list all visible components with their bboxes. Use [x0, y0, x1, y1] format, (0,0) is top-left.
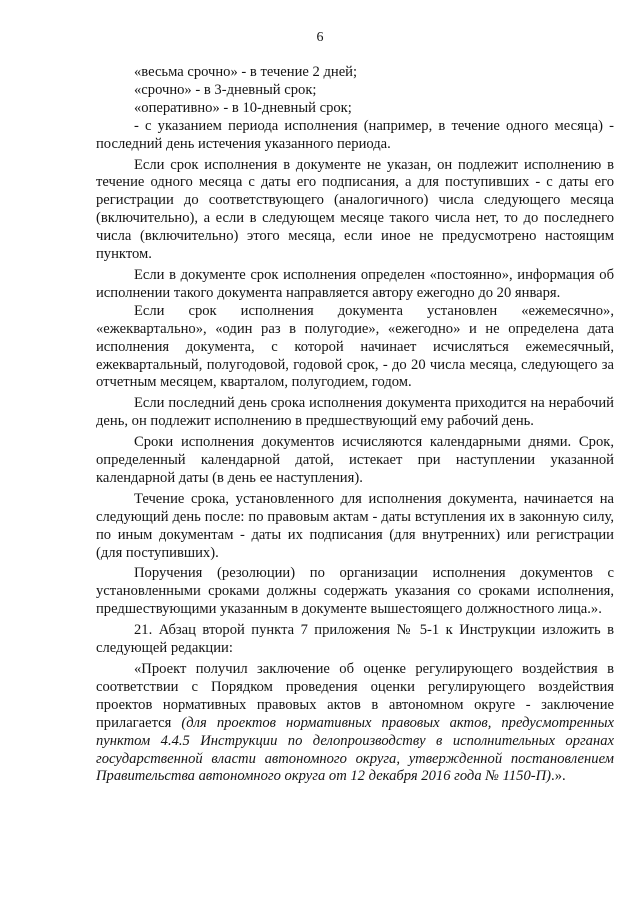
- page-number: 6: [316, 30, 324, 45]
- list-item-period: - с указанием периода исполнения (например, в течение одного месяца) - последний день истечения указанного периода.: [96, 117, 614, 152]
- paragraph-item-21: 21. Абзац второй пункта 7 приложения № 5-1 к Инструкции изложить в следующей редакции:: [96, 622, 614, 657]
- paragraph-term-start: Течение срока, установленного для исполнения документа, начинается на следующий день после: по правовым актам - даты вступления их в законную силу, по иным документам - даты их подписания (для внутренних) или регистрации (для поступивших).: [96, 490, 614, 561]
- paragraph-permanent: Если в документе срок исполнения определен «постоянно», информация об исполнении такого документа направляется автору ежегодно до 20 января.: [96, 266, 614, 301]
- quote-italic-text: (для проектов нормативных правовых актов, предусмотренных пунктом 4.4.5 Инструкции по делопроизводству в исполнительных органах государственной власти автономного округа, утвержденной постановлением Правительства автономного округа от 12 декабря 2016 года № 1150-П): [96, 714, 615, 785]
- paragraph-periodic: Если срок исполнения документа установлен «ежемесячно», «ежеквартально», «один раз в полугодие», «ежегодно» и не определена дата исполнения документа, с которой начинает исчисляться ежемесячный, ежеквартальный, полугодовой, годовой срок, - до 20 числа месяца, следующего за отчетным месяцем, кварталом, полугодием, годом.: [96, 302, 614, 391]
- list-item-quick: «срочно» - в 3-дневный срок;: [134, 81, 317, 98]
- paragraph-calendar-days: Сроки исполнения документов исчисляются календарными днями. Срок, определенный календарной датой, истекает при наступлении указанной календарной даты (в день ее наступления).: [96, 434, 614, 486]
- paragraph-quote: [96, 661, 614, 786]
- quote-tail: .».: [551, 768, 566, 785]
- quote-text: «Проект получил заключение об оценке регулирующего воздействия в соответствии с Порядком проведения оценки регулирующего воздействия проектов нормативных правовых актов в автономном округе - заключение прилагается: [96, 661, 614, 731]
- paragraph-nonworking-day: Если последний день срока исполнения документа приходится на нерабочий день, он подлежит исполнению в предшествующий ему рабочий день.: [96, 395, 614, 430]
- paragraph-default-deadline: Если срок исполнения в документе не указан, он подлежит исполнению в течение одного месяца с даты его подписания, а для поступивших - с даты его регистрации до соответствующего (аналогичного) числа следующего месяца (включительно), а если в следующем месяце такого числа нет, то до последнего числа (включительно) этого месяца, если иное не предусмотрено настоящим пунктом.: [96, 156, 614, 263]
- list-item-operative: «оперативно» - в 10-дневный срок;: [134, 99, 352, 116]
- document-body: [96, 64, 614, 786]
- paragraph-resolutions: Поручения (резолюции) по организации исполнения документов с установленными сроками должны содержать указания со сроками исполнения, предшествующими указанным в документе вышестоящего должностного лица.».: [96, 565, 614, 618]
- list-item-urgent: «весьма срочно» - в течение 2 дней;: [134, 64, 358, 80]
